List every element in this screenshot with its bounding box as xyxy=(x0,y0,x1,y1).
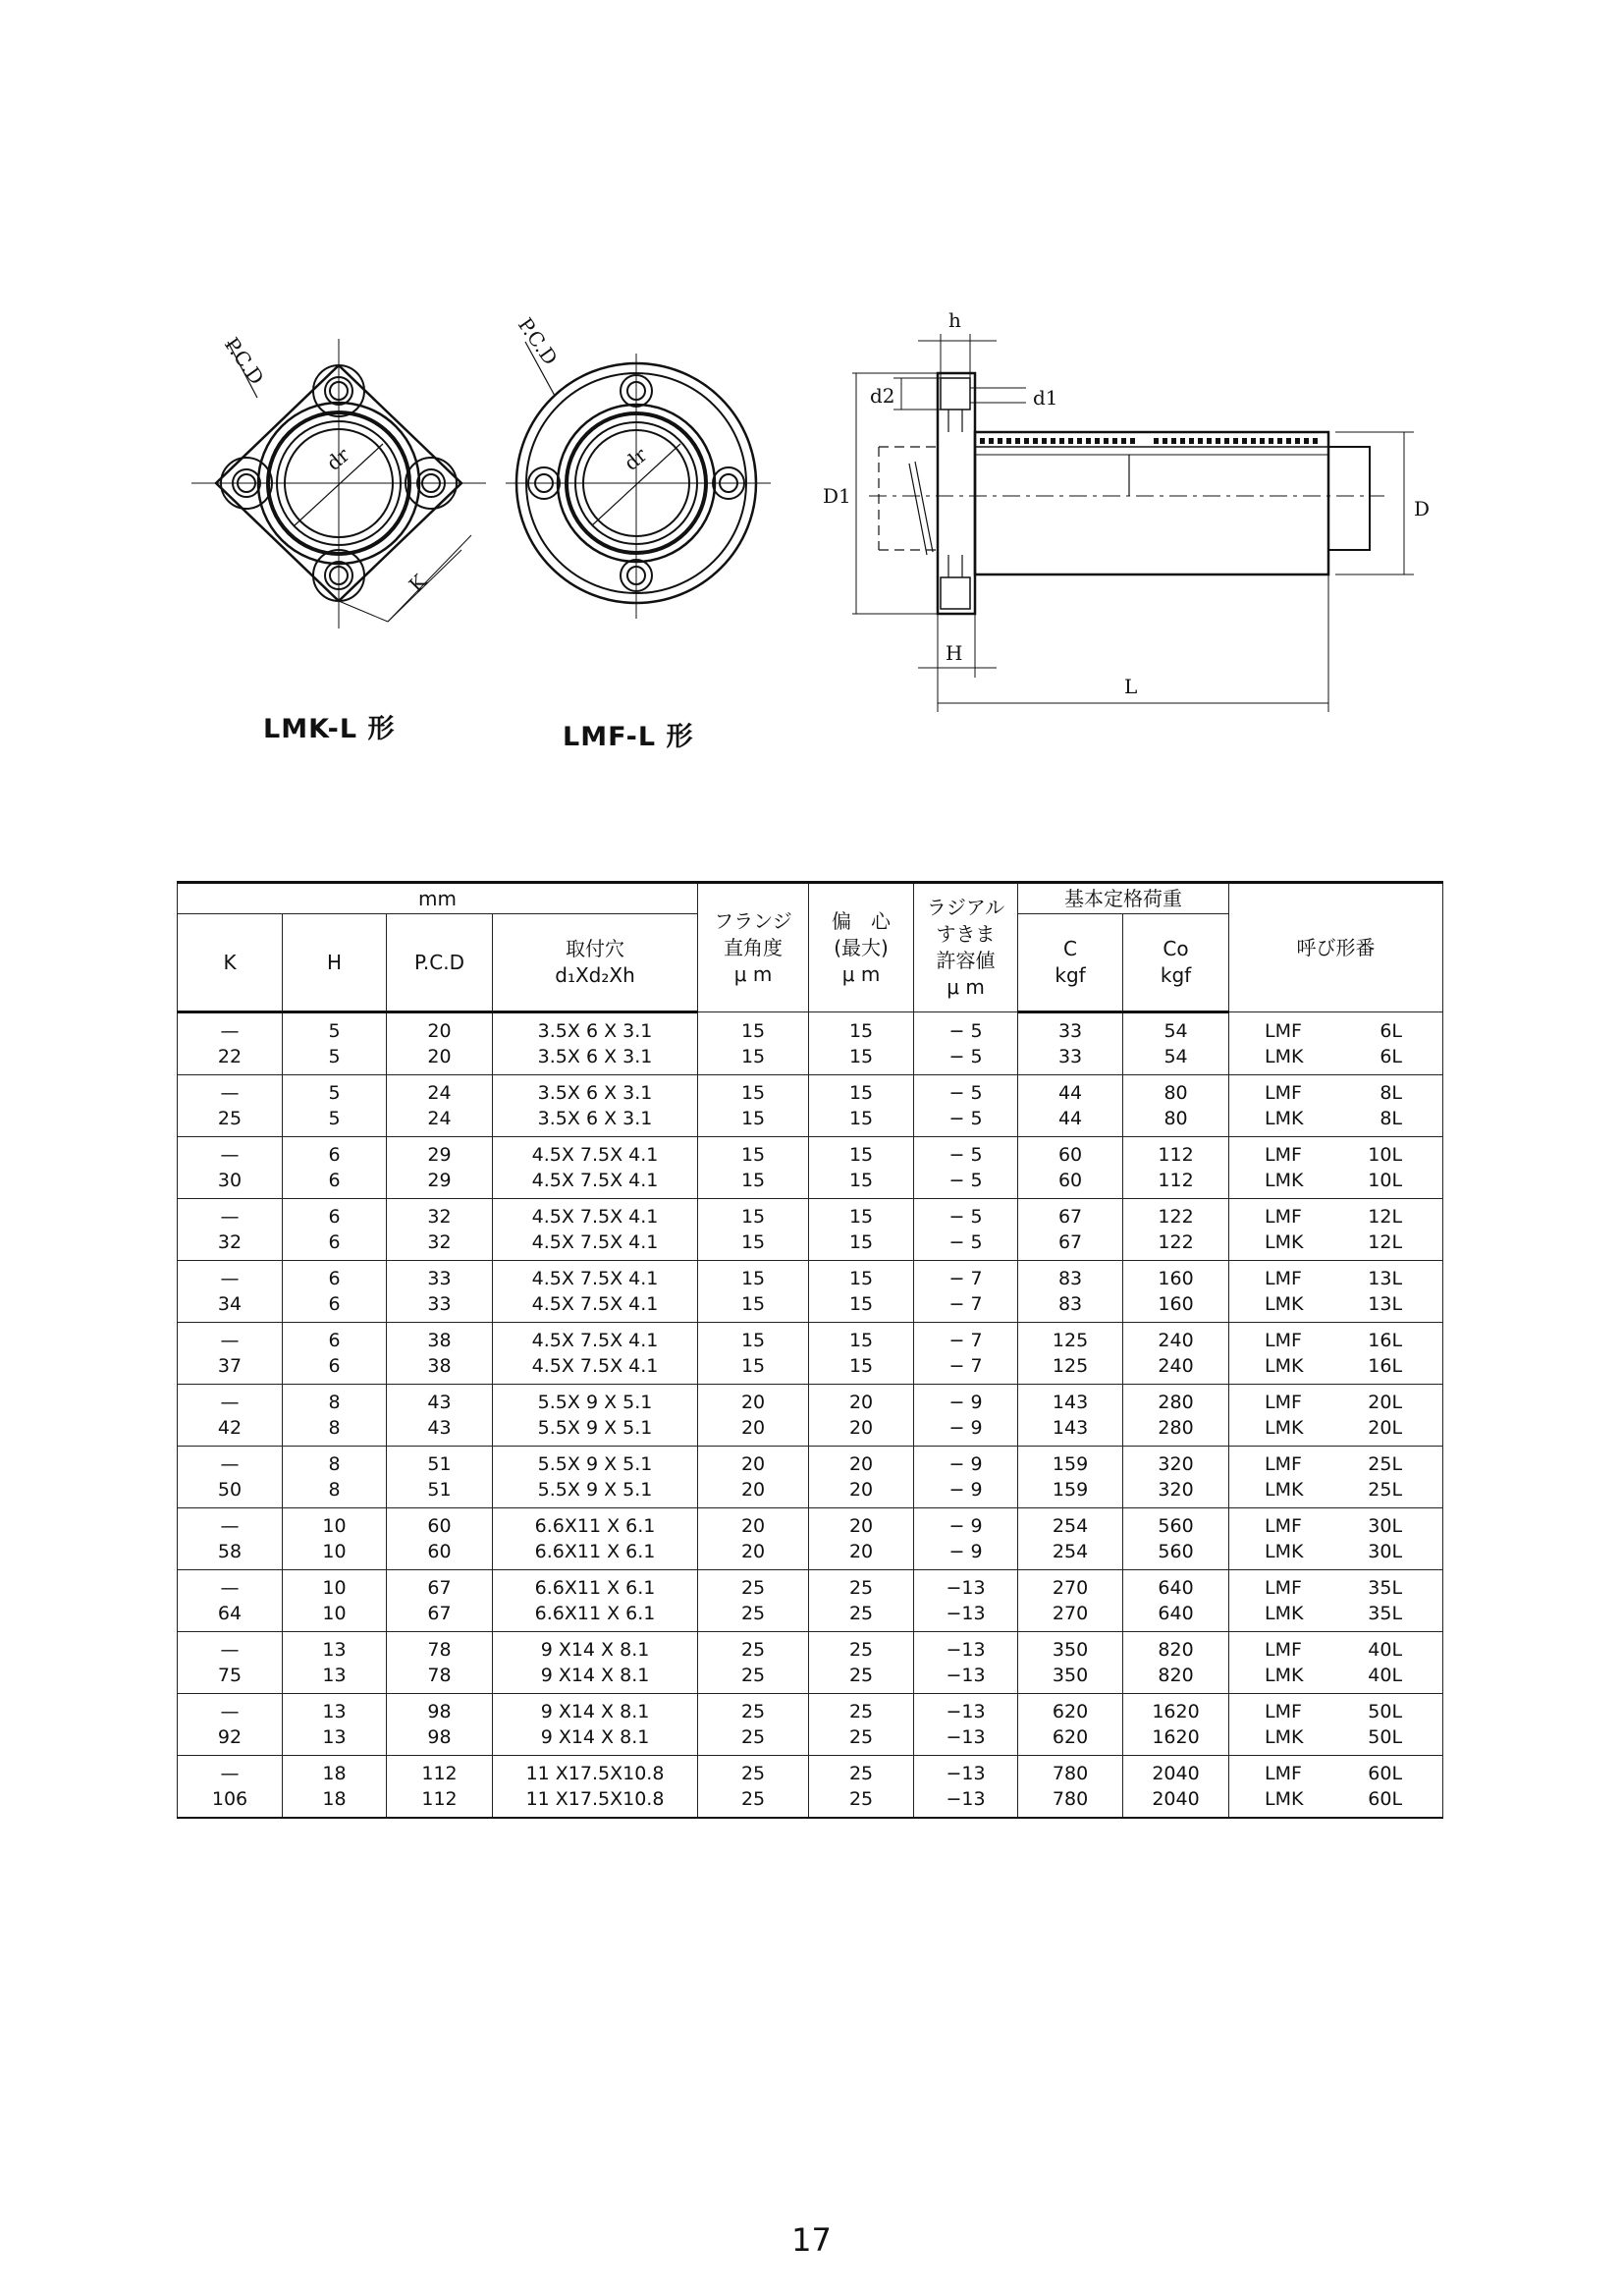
cell-radial: − 5 − 5 xyxy=(914,1075,1018,1137)
cell-holes: 9 X14 X 8.1 9 X14 X 8.1 xyxy=(493,1694,698,1756)
header-pcd: P.C.D xyxy=(387,914,493,1012)
cell-h: 18 18 xyxy=(283,1756,387,1819)
cell-ecc: 20 20 xyxy=(809,1385,914,1447)
cell-co: 820 820 xyxy=(1123,1632,1229,1694)
cell-ecc: 25 25 xyxy=(809,1756,914,1819)
cell-radial: −13 −13 xyxy=(914,1570,1018,1632)
cell-pcd: 98 98 xyxy=(387,1694,493,1756)
header-h: H xyxy=(283,914,387,1012)
table-row xyxy=(178,1137,1443,1199)
cell-ecc: 25 25 xyxy=(809,1632,914,1694)
cell-radial: − 5 − 5 xyxy=(914,1012,1018,1075)
page-number: 17 xyxy=(791,2221,832,2259)
cell-holes: 3.5X 6 X 3.1 3.5X 6 X 3.1 xyxy=(493,1075,698,1137)
cell-holes: 5.5X 9 X 5.1 5.5X 9 X 5.1 xyxy=(493,1447,698,1508)
cell-radial: −13 −13 xyxy=(914,1632,1018,1694)
cell-co: 1620 1620 xyxy=(1123,1694,1229,1756)
cell-holes: 6.6X11 X 6.1 6.6X11 X 6.1 xyxy=(493,1570,698,1632)
cell-pcd: 43 43 xyxy=(387,1385,493,1447)
cell-radial: − 7 − 7 xyxy=(914,1323,1018,1385)
cell-c: 125 125 xyxy=(1018,1323,1123,1385)
cell-model: LMF 25L LMK 25L xyxy=(1229,1447,1443,1508)
cell-k: — 92 xyxy=(178,1694,283,1756)
cell-h: 5 5 xyxy=(283,1012,387,1075)
cell-h: 8 8 xyxy=(283,1447,387,1508)
cell-c: 67 67 xyxy=(1018,1199,1123,1261)
header-model: 呼び形番 xyxy=(1229,883,1443,1012)
lmk-k-label: K xyxy=(404,569,432,597)
cell-c: 143 143 xyxy=(1018,1385,1123,1447)
cell-pcd: 67 67 xyxy=(387,1570,493,1632)
side-D-label: D xyxy=(1414,497,1431,520)
cell-h: 6 6 xyxy=(283,1199,387,1261)
cell-pcd: 32 32 xyxy=(387,1199,493,1261)
cell-c: 350 350 xyxy=(1018,1632,1123,1694)
spec-table-body xyxy=(178,1012,1443,1819)
cell-k: — 22 xyxy=(178,1012,283,1075)
cell-ecc: 25 25 xyxy=(809,1694,914,1756)
lmk-pcd-label: P.C.D xyxy=(219,333,269,390)
header-flange: フランジ 直角度 μ m xyxy=(698,883,809,1012)
table-row xyxy=(178,1632,1443,1694)
table-row xyxy=(178,1012,1443,1075)
cell-radial: − 5 − 5 xyxy=(914,1137,1018,1199)
table-row xyxy=(178,1385,1443,1447)
header-c: C kgf xyxy=(1018,914,1123,1012)
table-row xyxy=(178,1570,1443,1632)
cell-k: — 75 xyxy=(178,1632,283,1694)
spec-table xyxy=(177,881,1443,1819)
cell-flange: 20 20 xyxy=(698,1508,809,1570)
header-holes: 取付穴 d₁Xd₂Xh xyxy=(493,914,698,1012)
cell-k: — 37 xyxy=(178,1323,283,1385)
cell-holes: 6.6X11 X 6.1 6.6X11 X 6.1 xyxy=(493,1508,698,1570)
cell-k: — 34 xyxy=(178,1261,283,1323)
lmf-caption: LMF-L 形 xyxy=(563,722,694,752)
cell-flange: 25 25 xyxy=(698,1632,809,1694)
cell-holes: 4.5X 7.5X 4.1 4.5X 7.5X 4.1 xyxy=(493,1323,698,1385)
cell-model: LMF 8L LMK 8L xyxy=(1229,1075,1443,1137)
header-radial: ラジアル すきま 許容値 μ m xyxy=(914,883,1018,1012)
cell-k: — 42 xyxy=(178,1385,283,1447)
cell-flange: 15 15 xyxy=(698,1012,809,1075)
side-section-view xyxy=(852,334,1414,712)
cell-c: 780 780 xyxy=(1018,1756,1123,1819)
cell-c: 44 44 xyxy=(1018,1075,1123,1137)
cell-c: 620 620 xyxy=(1018,1694,1123,1756)
header-load: 基本定格荷重 xyxy=(1018,883,1229,914)
cell-radial: − 9 − 9 xyxy=(914,1508,1018,1570)
cell-h: 10 10 xyxy=(283,1570,387,1632)
cell-ecc: 15 15 xyxy=(809,1137,914,1199)
table-row xyxy=(178,1261,1443,1323)
header-k: K xyxy=(178,914,283,1012)
cell-c: 60 60 xyxy=(1018,1137,1123,1199)
cell-c: 254 254 xyxy=(1018,1508,1123,1570)
table-row xyxy=(178,1199,1443,1261)
lmk-dr-label: dr xyxy=(321,443,354,475)
side-h-label: h xyxy=(948,308,961,332)
table-row xyxy=(178,1508,1443,1570)
cell-radial: − 9 − 9 xyxy=(914,1385,1018,1447)
lmk-front-view xyxy=(191,339,486,629)
cell-model: LMF 30L LMK 30L xyxy=(1229,1508,1443,1570)
cell-c: 270 270 xyxy=(1018,1570,1123,1632)
cell-model: LMF 35L LMK 35L xyxy=(1229,1570,1443,1632)
cell-ecc: 15 15 xyxy=(809,1075,914,1137)
cell-flange: 25 25 xyxy=(698,1570,809,1632)
cell-holes: 4.5X 7.5X 4.1 4.5X 7.5X 4.1 xyxy=(493,1137,698,1199)
lmf-dr-label: dr xyxy=(619,443,652,475)
cell-ecc: 15 15 xyxy=(809,1012,914,1075)
cell-model: LMF 60L LMK 60L xyxy=(1229,1756,1443,1819)
cell-ecc: 15 15 xyxy=(809,1199,914,1261)
cell-flange: 15 15 xyxy=(698,1137,809,1199)
cell-model: LMF 40L LMK 40L xyxy=(1229,1632,1443,1694)
cell-radial: − 5 − 5 xyxy=(914,1199,1018,1261)
cell-flange: 20 20 xyxy=(698,1447,809,1508)
cell-co: 80 80 xyxy=(1123,1075,1229,1137)
cell-pcd: 112 112 xyxy=(387,1756,493,1819)
cell-flange: 25 25 xyxy=(698,1756,809,1819)
cell-k: — 50 xyxy=(178,1447,283,1508)
cell-k: — 64 xyxy=(178,1570,283,1632)
technical-drawings xyxy=(0,0,1623,786)
cell-c: 159 159 xyxy=(1018,1447,1123,1508)
cell-holes: 4.5X 7.5X 4.1 4.5X 7.5X 4.1 xyxy=(493,1261,698,1323)
cell-co: 240 240 xyxy=(1123,1323,1229,1385)
cell-flange: 15 15 xyxy=(698,1261,809,1323)
side-H-label: H xyxy=(946,641,963,665)
cell-flange: 20 20 xyxy=(698,1385,809,1447)
header-co: Co kgf xyxy=(1123,914,1229,1012)
cell-k: — 25 xyxy=(178,1075,283,1137)
cell-holes: 11 X17.5X10.8 11 X17.5X10.8 xyxy=(493,1756,698,1819)
cell-k: — 30 xyxy=(178,1137,283,1199)
cell-pcd: 60 60 xyxy=(387,1508,493,1570)
cell-ecc: 20 20 xyxy=(809,1447,914,1508)
cell-model: LMF 50L LMK 50L xyxy=(1229,1694,1443,1756)
cell-co: 640 640 xyxy=(1123,1570,1229,1632)
cell-model: LMF 13L LMK 13L xyxy=(1229,1261,1443,1323)
cell-model: LMF 10L LMK 10L xyxy=(1229,1137,1443,1199)
cell-c: 83 83 xyxy=(1018,1261,1123,1323)
cell-radial: −13 −13 xyxy=(914,1694,1018,1756)
table-row xyxy=(178,1447,1443,1508)
cell-h: 6 6 xyxy=(283,1137,387,1199)
lmf-pcd-label: P.C.D xyxy=(513,313,563,370)
cell-h: 6 6 xyxy=(283,1323,387,1385)
cell-holes: 3.5X 6 X 3.1 3.5X 6 X 3.1 xyxy=(493,1012,698,1075)
cell-pcd: 24 24 xyxy=(387,1075,493,1137)
cell-model: LMF 16L LMK 16L xyxy=(1229,1323,1443,1385)
cell-ecc: 15 15 xyxy=(809,1261,914,1323)
cell-model: LMF 20L LMK 20L xyxy=(1229,1385,1443,1447)
cell-holes: 9 X14 X 8.1 9 X14 X 8.1 xyxy=(493,1632,698,1694)
lmf-front-view xyxy=(506,342,771,619)
side-D1-label: D1 xyxy=(823,484,851,508)
cell-pcd: 51 51 xyxy=(387,1447,493,1508)
cell-c: 33 33 xyxy=(1018,1012,1123,1075)
table-row xyxy=(178,1694,1443,1756)
table-row xyxy=(178,1075,1443,1137)
cell-ecc: 15 15 xyxy=(809,1323,914,1385)
cell-h: 8 8 xyxy=(283,1385,387,1447)
cell-radial: − 7 − 7 xyxy=(914,1261,1018,1323)
cell-k: — 58 xyxy=(178,1508,283,1570)
cell-co: 320 320 xyxy=(1123,1447,1229,1508)
header-mm: mm xyxy=(178,883,698,914)
cell-k: — 106 xyxy=(178,1756,283,1819)
cell-h: 10 10 xyxy=(283,1508,387,1570)
cell-flange: 25 25 xyxy=(698,1694,809,1756)
side-d1-label: d1 xyxy=(1033,386,1058,410)
cell-holes: 5.5X 9 X 5.1 5.5X 9 X 5.1 xyxy=(493,1385,698,1447)
cell-co: 112 112 xyxy=(1123,1137,1229,1199)
cell-k: — 32 xyxy=(178,1199,283,1261)
cell-co: 160 160 xyxy=(1123,1261,1229,1323)
cell-model: LMF 6L LMK 6L xyxy=(1229,1012,1443,1075)
cell-flange: 15 15 xyxy=(698,1199,809,1261)
cell-pcd: 29 29 xyxy=(387,1137,493,1199)
cell-h: 13 13 xyxy=(283,1632,387,1694)
side-d2-label: d2 xyxy=(870,384,895,408)
cell-co: 280 280 xyxy=(1123,1385,1229,1447)
table-row xyxy=(178,1323,1443,1385)
side-L-label: L xyxy=(1124,675,1138,698)
cell-co: 54 54 xyxy=(1123,1012,1229,1075)
cell-pcd: 38 38 xyxy=(387,1323,493,1385)
cell-pcd: 33 33 xyxy=(387,1261,493,1323)
cell-pcd: 20 20 xyxy=(387,1012,493,1075)
cell-h: 6 6 xyxy=(283,1261,387,1323)
cell-ecc: 20 20 xyxy=(809,1508,914,1570)
cell-h: 5 5 xyxy=(283,1075,387,1137)
cell-holes: 4.5X 7.5X 4.1 4.5X 7.5X 4.1 xyxy=(493,1199,698,1261)
cell-radial: − 9 − 9 xyxy=(914,1447,1018,1508)
lmk-caption: LMK-L 形 xyxy=(263,714,396,744)
cell-h: 13 13 xyxy=(283,1694,387,1756)
cell-pcd: 78 78 xyxy=(387,1632,493,1694)
cell-model: LMF 12L LMK 12L xyxy=(1229,1199,1443,1261)
cell-flange: 15 15 xyxy=(698,1075,809,1137)
cell-ecc: 25 25 xyxy=(809,1570,914,1632)
cell-radial: −13 −13 xyxy=(914,1756,1018,1819)
cell-flange: 15 15 xyxy=(698,1323,809,1385)
table-row xyxy=(178,1756,1443,1819)
cell-co: 2040 2040 xyxy=(1123,1756,1229,1819)
cell-co: 122 122 xyxy=(1123,1199,1229,1261)
cell-co: 560 560 xyxy=(1123,1508,1229,1570)
header-eccentric: 偏 心 (最大) μ m xyxy=(809,883,914,1012)
